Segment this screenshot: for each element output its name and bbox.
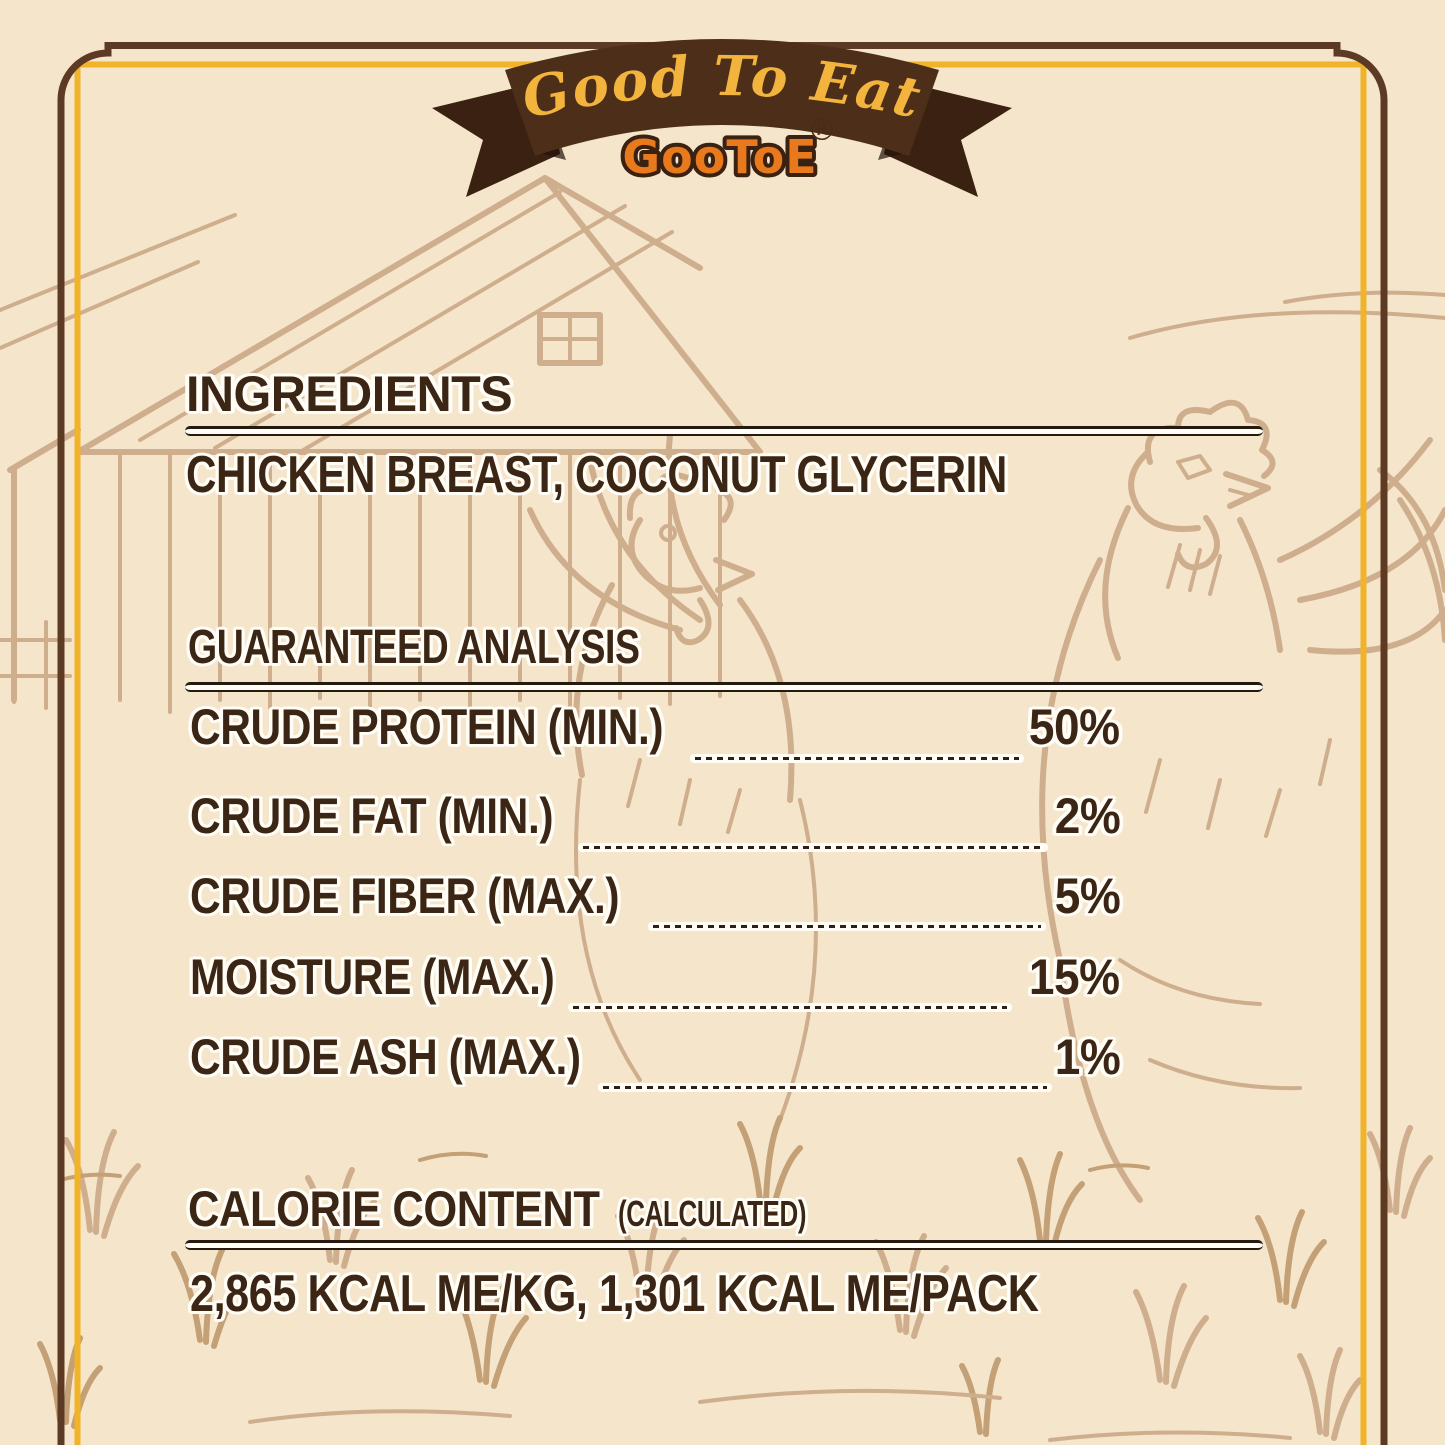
calorie-content-value: 2,865 KCAL ME/KG, 1,301 KCAL ME/PACK	[190, 1265, 1039, 1323]
ingredients-value: CHICKEN BREAST, COCONUT GLYCERIN	[186, 446, 1007, 504]
registered-mark-icon: ®	[807, 113, 837, 148]
analysis-row-label: CRUDE PROTEIN (MIN.)	[190, 699, 664, 755]
ingredients-heading-rule	[185, 426, 1263, 436]
analysis-row-value: 50%	[1029, 699, 1120, 755]
analysis-row-value: 1%	[1054, 1029, 1120, 1085]
analysis-row-label: CRUDE FAT (MIN.)	[190, 788, 554, 844]
dotted-leader	[598, 1083, 1052, 1092]
dotted-leader	[648, 922, 1046, 931]
analysis-row-value: 2%	[1054, 788, 1120, 844]
guaranteed-analysis-heading: GUARANTEED ANALYSIS	[188, 621, 640, 674]
analysis-row-label: CRUDE FIBER (MAX.)	[190, 868, 620, 924]
banner-title: Good To Eat	[516, 42, 929, 131]
guaranteed-analysis-heading-rule	[185, 682, 1263, 692]
analysis-row-value: 5%	[1054, 868, 1120, 924]
calorie-content-heading-note: (CALCULATED)	[618, 1193, 807, 1234]
analysis-row-label: CRUDE ASH (MAX.)	[190, 1029, 581, 1085]
calorie-content-heading-rule	[185, 1240, 1263, 1250]
brand-logo-text: GooToE	[622, 130, 818, 184]
dotted-leader	[690, 754, 1024, 763]
calorie-content-heading: CALORIE CONTENT	[188, 1181, 600, 1237]
ingredients-heading: INGREDIENTS	[186, 366, 513, 422]
analysis-row-label: MOISTURE (MAX.)	[190, 949, 555, 1005]
dotted-leader	[568, 1003, 1012, 1012]
dotted-leader	[578, 843, 1048, 852]
analysis-row-value: 15%	[1029, 949, 1120, 1005]
